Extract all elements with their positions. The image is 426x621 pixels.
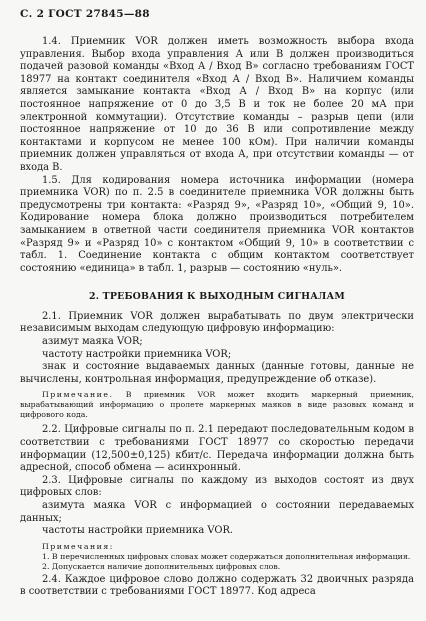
paragraph-2-3-item-frequency: частоты настройки приемника VOR. (42, 525, 234, 537)
paragraph-2-1-item-frequency: частоту настройки приемника VOR; (42, 348, 232, 360)
note-1-text: В приемник VOR может входить маркерный приемник, вырабатывающий информацию о пролете маркерных маяков в виде разовых команд и цифрового кода. (20, 390, 414, 420)
paragraph-2-1-item-azimuth: азимут маяка VOR; (42, 336, 143, 348)
paragraph-1-5: 1.5. Для кодирования номера источника информации (номера приемника VOR) по п. 2.5 в соединителе приемника VOR должны быть предусмотрены три контакта: «Разряд 9», «Разряд 10», «Общий 9, 10». Кодирование номера блока должно производиться потребителем замыканием в ответной части соединителя приемника VOR контактов «Разряд 9» и «Разряд 10» с контактом «Общий 9, 10» в соответствии с табл. 1. Соединение контакта с общим контактом соответствует состоянию «единица» в табл. 1, разрыв — состоянию «нуль». (20, 174, 414, 274)
document-body (20, 36, 414, 599)
paragraph-2-4: 2.4. Каждое цифровое слово должно содержать 32 двоичных разряда в соответствии с требованиями ГОСТ 18977. Код адреса (20, 573, 414, 598)
section-heading: 2. ТРЕБОВАНИЯ К ВЫХОДНЫМ СИГНАЛАМ (89, 291, 345, 303)
paragraph-1-4: 1.4. Приемник VOR должен иметь возможность выбора входа управления. Выбор входа управления А или В должен производиться подачей разовой команды «Вход А / Вход В» согласно требованиям ГОСТ 18977 на контакт соединителя «Вход А / Вход В». Наличием команды является замыкание контакта «Вход А / Вход В» на корпус (или постоянное напряжение от 0 до 3,5 В и ток не более 20 мА при электронной коммутации). Отсутствие команды – разрыв цепи (или постоянное напряжение от 10 до 36 В или сопротивление между контактами и корпусом не менее 100 кОм). При наличии команды приемник должен управляться от входа А, при отсутствии команды — от входа В. (20, 36, 414, 173)
note-item-2: 2. Допускается наличие дополнительных цифровых слов. (42, 561, 281, 571)
note-1 (20, 390, 414, 420)
paragraph-2-3-intro: 2.3. Цифровые сигналы по каждому из выходов состоят из двух цифровых слов: (20, 474, 414, 499)
page-header: С. 2 ГОСТ 27845—88 (20, 8, 150, 20)
note-1-label: Примечание. (42, 390, 114, 400)
notes-label-text: Примечания: (42, 541, 114, 551)
notes-label (20, 542, 414, 552)
paragraph-2-2: 2.2. Цифровые сигналы по п. 2.1 передают последовательным кодом в соответствии с требованиями ГОСТ 18977 со скоростью передачи информации (12,500±0,125) кбит/с. Передача информации должна быть адресной, способ обмена — асинхронный. (20, 424, 414, 474)
note-item-1: 1. В перечисленных цифровых словах может содержаться дополнительная информация. (42, 551, 411, 561)
paragraph-2-1-intro: 2.1. Приемник VOR должен вырабатывать по двум электрически независимым выходам следующую цифровую информацию: (20, 310, 414, 335)
paragraph-2-1-item-sign: знак и состояние выдаваемых данных (данные готовы, данные не вычислены, контрольная информация, предупреждение об отказе). (20, 361, 414, 385)
paragraph-2-3-item-azimuth: азимута маяка VOR с информацией о состоянии передаваемых данных; (20, 500, 414, 524)
